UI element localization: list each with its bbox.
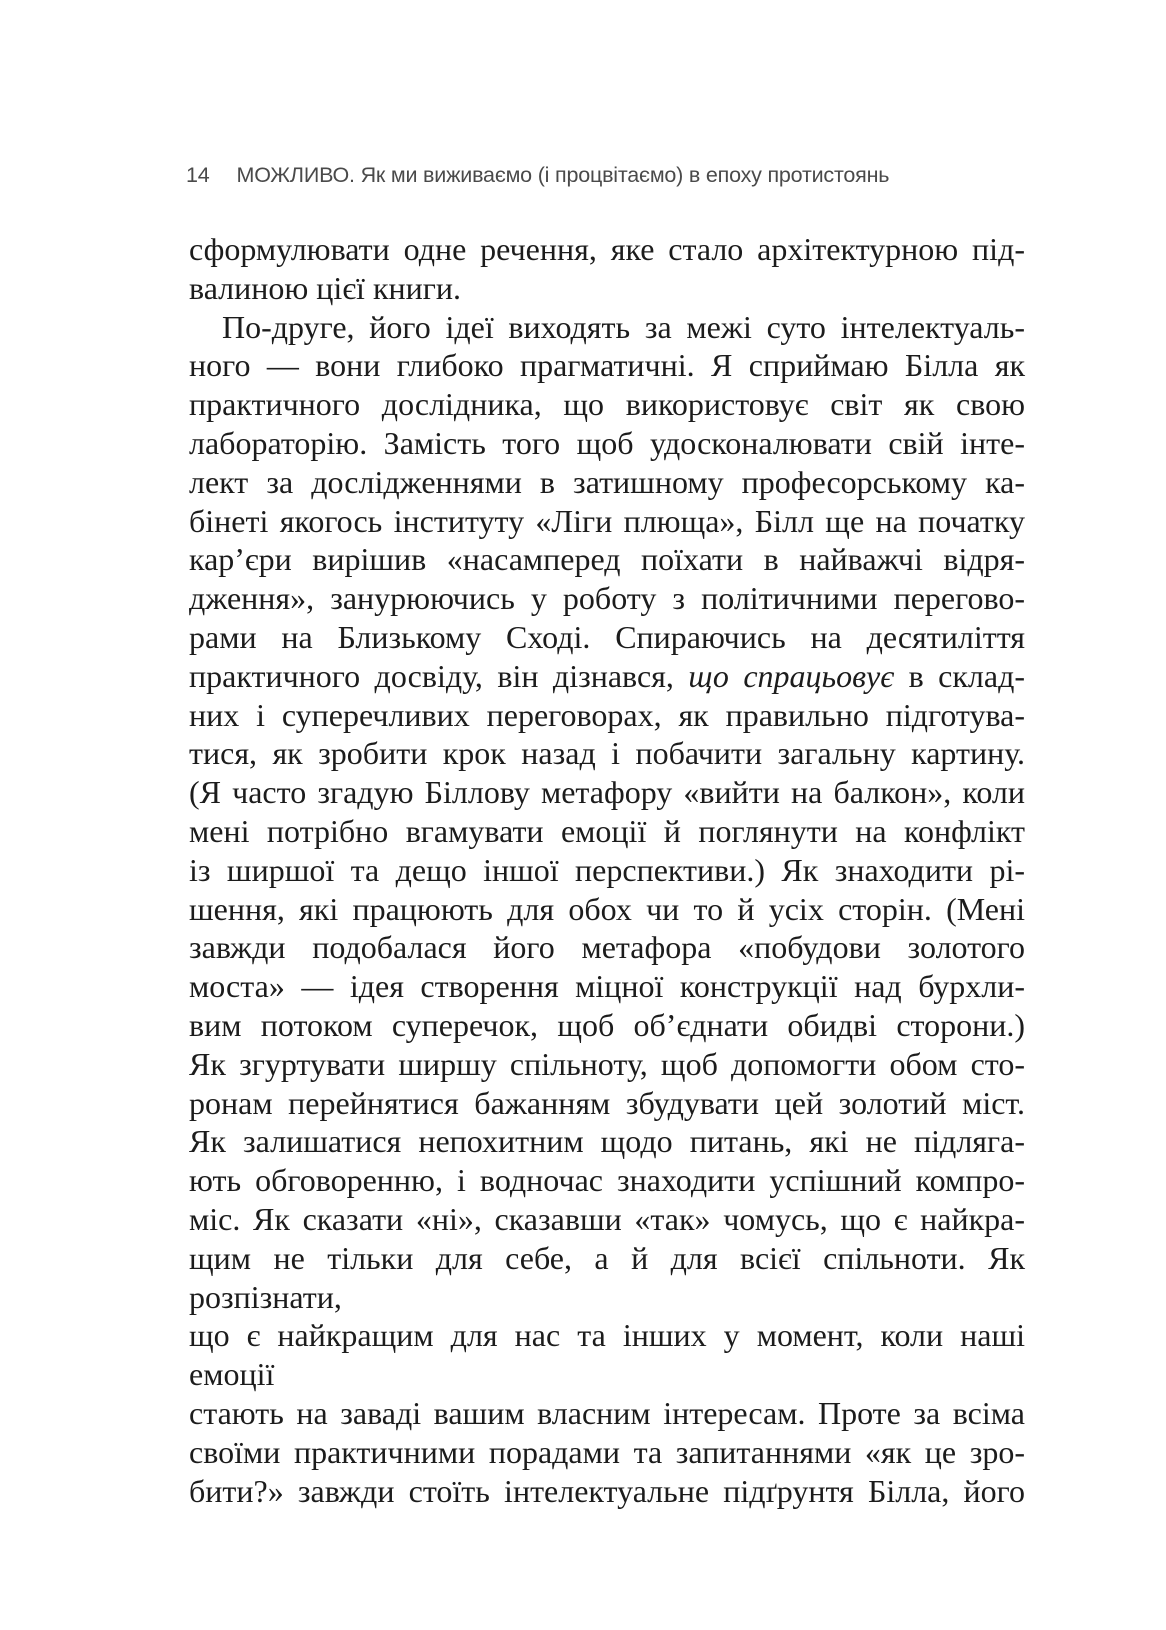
text-run: лабораторію. Замість того щоб удосконалювати свій інте- <box>189 424 1025 461</box>
text-line <box>189 1045 1025 1084</box>
text-run: ронам перейнятися бажанням збудувати цей золотий міст. <box>189 1084 1025 1121</box>
text-run: міс. Як сказати «ні», сказавши «так» чомусь, що є найкра- <box>189 1200 1025 1237</box>
text-run: Як залишатися непохитним щодо питань, які не підляга- <box>189 1123 1025 1160</box>
text-line <box>189 269 1025 308</box>
text-line <box>189 773 1025 812</box>
text-line <box>189 734 1025 773</box>
text-run: сформулювати одне речення, яке стало архітектурною під- <box>189 231 1025 267</box>
text-line <box>189 851 1025 890</box>
text-line <box>189 812 1025 851</box>
text-run: стають на заваді вашим власним інтересам. Проте за всіма <box>189 1394 1025 1431</box>
text-line <box>189 424 1025 463</box>
text-line <box>189 1472 1025 1511</box>
page-number: 14 <box>186 163 210 187</box>
text-run: практичного дослідника, що використовує світ як свою <box>189 386 1025 423</box>
text-run: завжди подобалася його метафора «побудови золотого <box>189 929 1025 966</box>
text-run: що є найкращим для нас та інших у момент, коли наші емоції <box>189 1317 1025 1393</box>
text-run: лект за дослідженнями в затишному професорському ка- <box>189 463 1025 500</box>
text-run: своїми практичними порадами та запитаннями «як це зро- <box>189 1433 1025 1470</box>
text-run: кар’єри вирішив «насамперед поїхати в найважчі відря- <box>189 541 1025 578</box>
text-line <box>189 1006 1025 1045</box>
text-block <box>189 230 1025 1510</box>
text-line <box>189 230 1025 269</box>
text-run: Як згуртувати ширшу спільноту, щоб допомогти обом сто- <box>189 1045 1025 1082</box>
text-line <box>189 502 1025 541</box>
text-line <box>189 308 1025 347</box>
text-run: в склад- <box>894 657 1026 694</box>
text-run: моста» — ідея створення міцної конструкції над бурхли- <box>189 968 1025 1005</box>
text-line <box>189 1161 1025 1200</box>
text-line <box>189 657 1025 696</box>
text-line <box>189 1433 1025 1472</box>
text-run: мені потрібно вгамувати емоції й поглянути на конфлікт <box>189 812 1025 849</box>
text-line <box>189 463 1025 502</box>
text-line <box>189 1316 1025 1394</box>
text-run: ного — вони глибоко прагматичні. Я сприймаю Білла як <box>189 347 1025 384</box>
text-line <box>189 1084 1025 1123</box>
text-line <box>189 928 1025 967</box>
text-run: тися, як зробити крок назад і побачити загальну картину. <box>189 735 1025 772</box>
italic-text-run: що спрацьовує <box>688 657 895 694</box>
text-line <box>189 579 1025 618</box>
text-run: валиною цієї книги. <box>189 269 461 306</box>
text-run: практичного досвіду, він дізнався, <box>189 657 689 694</box>
text-line <box>189 1200 1025 1239</box>
text-run: них і суперечливих переговорах, як правильно підготува- <box>189 696 1025 733</box>
text-run: дження», занурюючись у роботу з політичними перегово- <box>189 580 1025 617</box>
running-title: МОЖЛИВО. Як ми виживаємо (і процвітаємо) в епоху протистоянь <box>236 163 890 187</box>
text-run: бити?» завжди стоїть інтелектуальне підґрунтя Білла, його <box>189 1472 1025 1509</box>
text-run: шення, які працюють для обох чи то й усіх сторін. (Мені <box>189 890 1025 927</box>
text-line <box>189 618 1025 657</box>
text-line <box>189 696 1025 735</box>
text-line <box>189 346 1025 385</box>
text-line <box>189 890 1025 929</box>
running-header <box>186 163 889 187</box>
text-run: По-друге, його ідеї виходять за межі суто інтелектуаль- <box>222 308 1025 345</box>
text-run: ють обговоренню, і водночас знаходити успішний компро- <box>189 1162 1025 1199</box>
text-line <box>189 540 1025 579</box>
text-line <box>189 1394 1025 1433</box>
text-run: із ширшої та дещо іншої перспективи.) Як знаходити рі- <box>189 851 1025 888</box>
text-run: щим не тільки для себе, а й для всієї спільноти. Як розпізнати, <box>189 1239 1025 1315</box>
text-line <box>189 967 1025 1006</box>
text-run: рами на Близькому Сході. Спираючись на десятиліття <box>189 618 1025 655</box>
text-line <box>189 1239 1025 1317</box>
text-line <box>189 385 1025 424</box>
text-run: вим потоком суперечок, щоб об’єднати обидві сторони.) <box>189 1006 1025 1043</box>
text-line <box>189 1122 1025 1161</box>
text-run: (Я часто згадую Біллову метафору «вийти на балкон», коли <box>189 774 1025 811</box>
text-run: бінеті якогось інституту «Ліги плюща», Білл ще на початку <box>189 502 1025 539</box>
